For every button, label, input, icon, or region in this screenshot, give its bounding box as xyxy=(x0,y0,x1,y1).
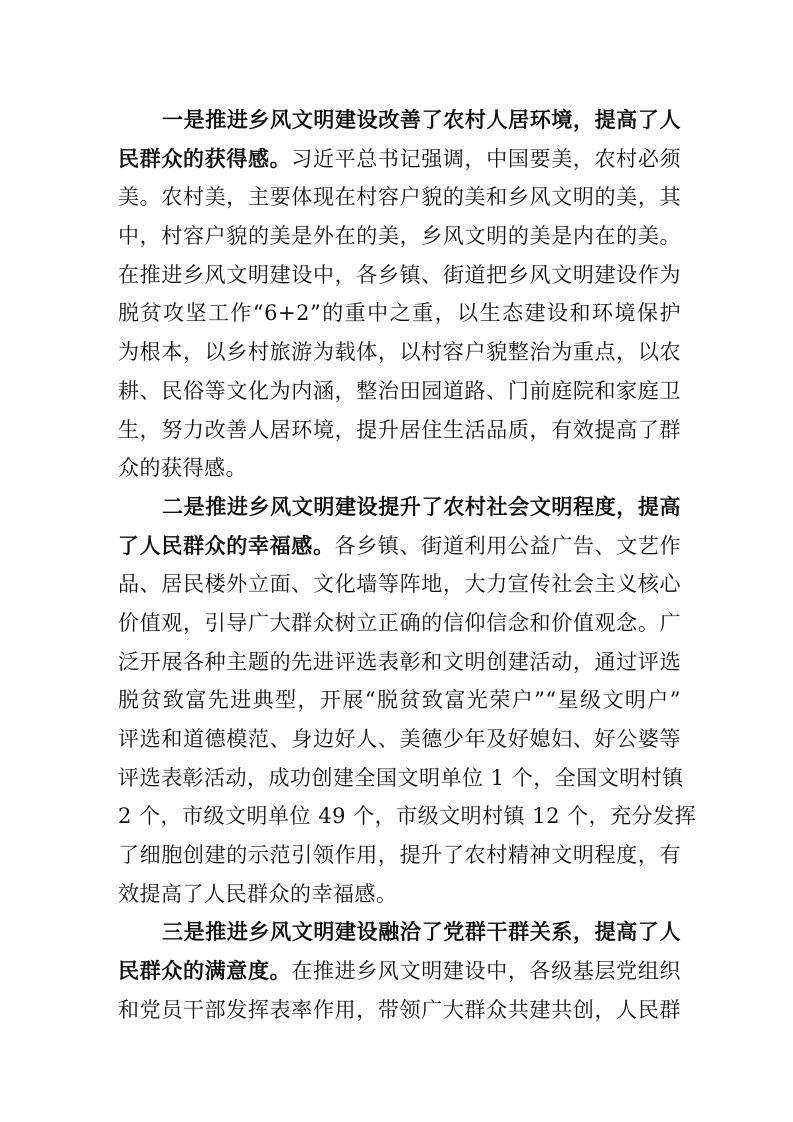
body-text: 效提高了人民群众的幸福感。 xyxy=(118,881,398,906)
text-line xyxy=(118,449,681,488)
lead-sentence: 一是推进乡风文明建设改善了农村人居环境，提高了人 xyxy=(162,107,681,132)
lead-sentence: 民群众的获得感。 xyxy=(118,145,292,171)
lead-sentence: 民群众的满意度。 xyxy=(118,958,292,984)
text-line xyxy=(118,411,681,450)
text-line xyxy=(118,991,681,1030)
body-text: 和党员干部发挥表率作用，带领广大群众共建共创，人民群 xyxy=(118,997,681,1022)
text-line xyxy=(118,681,681,720)
body-text: 为根本，以乡村旅游为载体，以村容户貌整治为重点，以农 xyxy=(118,340,681,365)
text-line xyxy=(118,140,681,179)
text-line xyxy=(118,256,681,295)
document-page xyxy=(118,101,697,1030)
lead-sentence: 三是推进乡风文明建设融洽了党群干群关系，提高了人 xyxy=(162,919,681,945)
text-line xyxy=(118,643,681,682)
body-text: 生，努力改善人居环境，提升居住生活品质，有效提高了群 xyxy=(118,417,681,442)
body-text: 习近平总书记强调，中国要美，农村必须 xyxy=(291,146,681,171)
lead-sentence: 二是推进乡风文明建设提升了农村社会文明程度，提高 xyxy=(162,493,681,519)
body-text: 了细胞创建的示范引领作用，提升了农村精神文明程度，有 xyxy=(118,843,681,868)
text-line xyxy=(118,178,681,217)
body-text: 在推进乡风文明建设中，各级基层党组织 xyxy=(291,959,681,984)
body-text: 脱贫攻坚工作“6+2”的重中之重，以生态建设和环境保护 xyxy=(118,301,681,326)
body-text: 美。农村美，主要体现在村容户貌的美和乡风文明的美，其 xyxy=(118,185,681,210)
text-line xyxy=(118,604,681,643)
text-line xyxy=(118,527,681,566)
body-text: 中，村容户貌的美是外在的美，乡风文明的美是内在的美。 xyxy=(118,224,681,249)
text-line xyxy=(118,101,681,140)
text-line xyxy=(118,759,684,798)
body-text: 价值观，引导广大群众树立正确的信仰信念和价值观念。广 xyxy=(118,610,681,635)
text-line xyxy=(118,217,681,256)
text-line xyxy=(118,720,681,759)
paragraph xyxy=(118,488,697,914)
text-line xyxy=(118,488,681,527)
text-line xyxy=(118,565,681,604)
text-line xyxy=(118,294,681,333)
body-text: 在推进乡风文明建设中，各乡镇、街道把乡风文明建设作为 xyxy=(118,262,681,287)
body-text: 2 个，市级文明单位 49 个，市级文明村镇 12 个，充分发挥 xyxy=(118,804,697,829)
text-line xyxy=(118,875,681,914)
body-text: 评选和道德模范、身边好人、美德少年及好媳妇、好公婆等 xyxy=(118,727,681,751)
paragraph xyxy=(118,101,681,488)
body-text: 评选表彰活动，成功创建全国文明单位 1 个，全国文明村镇 xyxy=(118,765,684,790)
text-line xyxy=(118,836,681,875)
lead-sentence: 了人民群众的幸福感。 xyxy=(118,532,335,558)
text-line xyxy=(118,372,681,411)
body-text: 耕、民俗等文化为内涵，整治田园道路、门前庭院和家庭卫 xyxy=(118,378,681,403)
paragraph xyxy=(118,913,681,1029)
body-text: 各乡镇、街道利用公益广告、文艺作 xyxy=(334,533,682,558)
text-line xyxy=(118,333,681,372)
text-line xyxy=(118,797,697,836)
text-line xyxy=(118,913,681,952)
body-text: 众的获得感。 xyxy=(118,456,247,481)
body-text: 泛开展各种主题的先进评选表彰和文明创建活动，通过评选 xyxy=(118,649,681,674)
body-text: 品、居民楼外立面、文化墙等阵地，大力宣传社会主义核心 xyxy=(118,572,681,597)
text-line xyxy=(118,952,681,991)
body-text: 脱贫致富先进典型，开展“脱贫致富光荣户”“星级文明户” xyxy=(118,688,681,713)
